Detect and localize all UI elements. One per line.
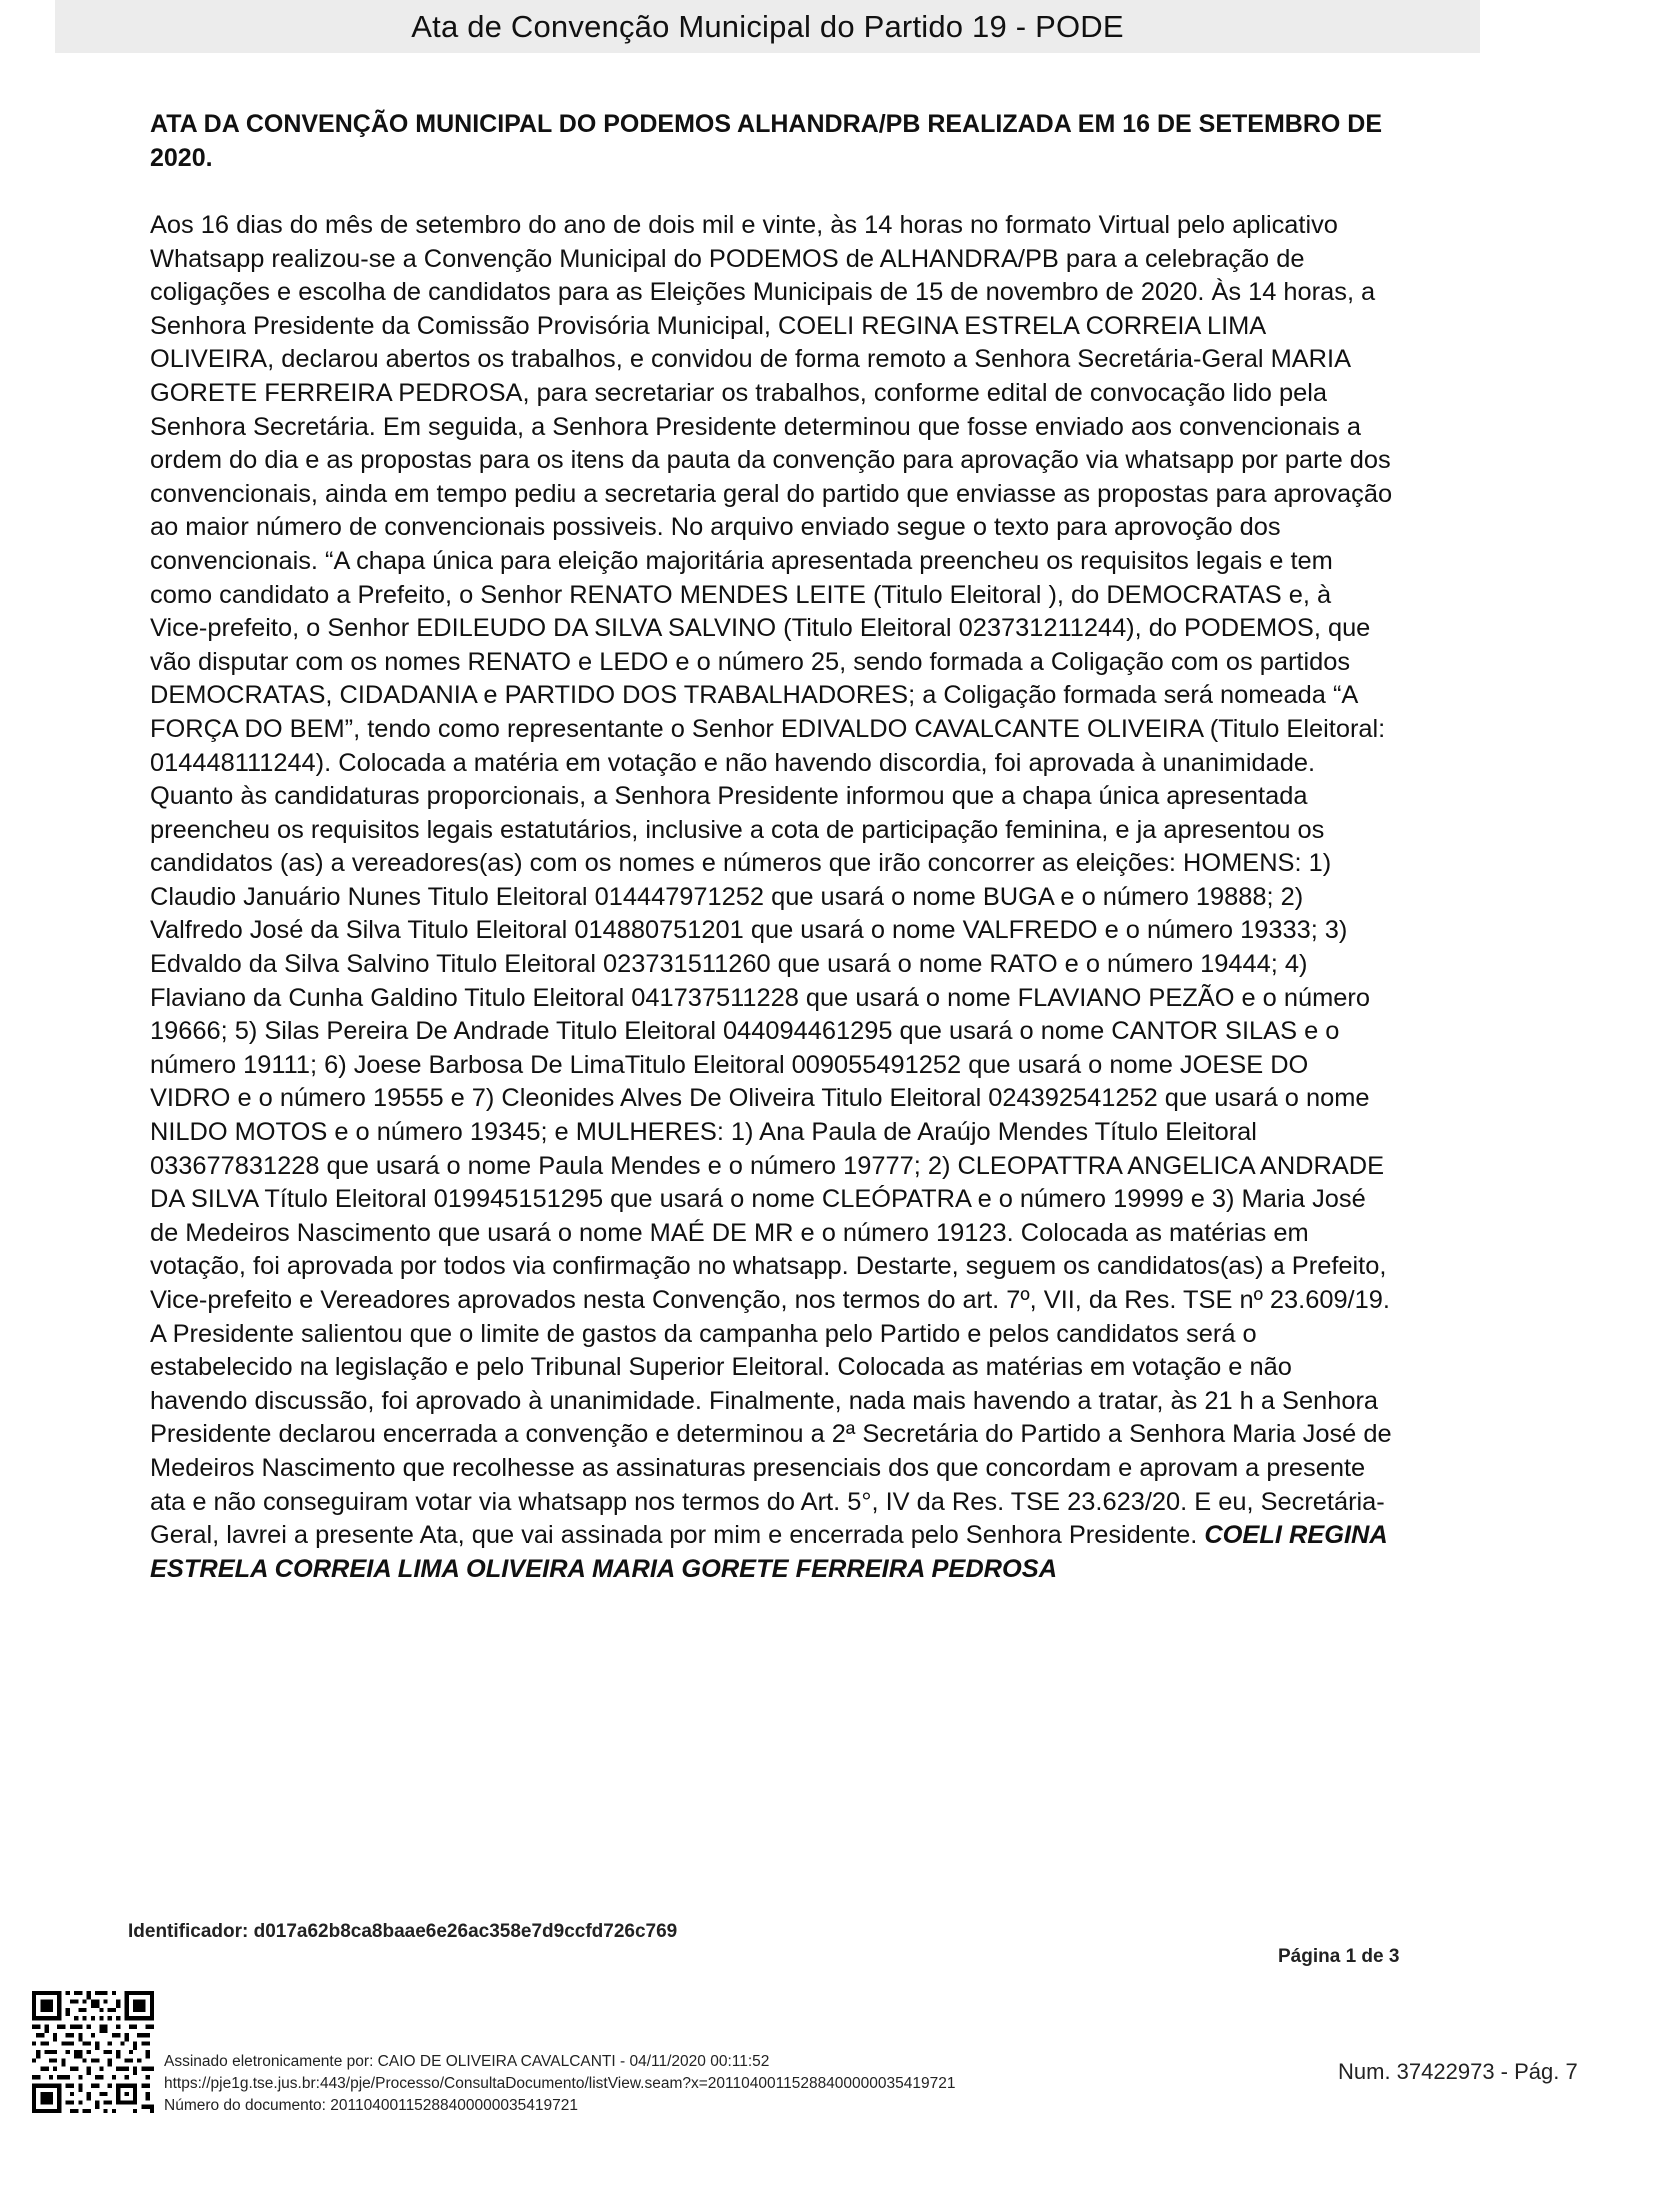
minutes-heading: ATA DA CONVENÇÃO MUNICIPAL DO PODEMOS ALHANDRA/PB REALIZADA EM 16 DE SETEMBRO DE 2020. xyxy=(150,110,1382,172)
minutes-body-text: Aos 16 dias do mês de setembro do ano de dois mil e vinte, às 14 horas no formato Virtual pelo aplicativo Whatsapp realizou-se a Convenção Municipal do PODEMOS de ALHANDRA/PB para a celebração de coligações e escolha de candidatos para as Eleições Municipais de 15 de novembro de 2020. Às 14 horas, a Senhora Presidente da Comissão Provisória Municipal, COELI REGINA ESTRELA CORREIA LIMA OLIVEIRA, declarou abertos os trabalhos, e convidou de forma remoto a Senhora Secretária-Geral MARIA GORETE FERREIRA PEDROSA, para secretariar os trabalhos, conforme edital de convocação lido pela Senhora Secretária. Em seguida, a Senhora Presidente determinou que fosse enviado aos convencionais a ordem do dia e as propostas para os itens da pauta da convenção para aprovação via whatsapp por parte dos convencionais, ainda em tempo pediu a secretaria geral do partido que enviasse as propostas para aprovação ao maior número de convencionais possiveis. No arquivo enviado segue o texto para aprovoção dos convencionais. “A chapa única para eleição majoritária apresentada preencheu os requisitos legais e tem como candidato a Prefeito, o Senhor RENATO MENDES LEITE (Titulo Eleitoral ), do DEMOCRATAS e, à Vice-prefeito, o Senhor EDILEUDO DA SILVA SALVINO (Titulo Eleitoral 023731211244), do PODEMOS, que vão disputar com os nomes RENATO e LEDO e o número 25, sendo formada a Coligação com os partidos DEMOCRATAS, CIDADANIA e PARTIDO DOS TRABALHADORES; a Coligação formada será nomeada “A FORÇA DO BEM”, tendo como representante o Senhor EDIVALDO CAVALCANTE OLIVEIRA (Titulo Eleitoral: 014448111244). Colocada a matéria em votação e não havendo discordia, foi aprovada à unanimidade. Quanto às candidaturas proporcionais, a Senhora Presidente informou que a chapa única apresentada preencheu os requisitos legais estatutários, inclusive a cota de participação feminina, e ja apresentou os candidatos (as) a vereadores(as) com os nomes e números que irão concorrer as eleições: HOMENS: 1) Claudio Januário Nunes Titulo Eleitoral 014447971252 que usará o nome BUGA e o número 19888; 2) Valfredo José da Silva Titulo Eleitoral 014880751201 que usará o nome VALFREDO e o número 19333; 3) Edvaldo da Silva Salvino Titulo Eleitoral 023731511260 que usará o nome RATO e o número 19444; 4) Flaviano da Cunha Galdino Titulo Eleitoral 041737511228 que usará o nome FLAVIANO PEZÃO e o número 19666; 5) Silas Pereira De Andrade Titulo Eleitoral 044094461295 que usará o nome CANTOR SILAS e o número 19111; 6) Joese Barbosa De LimaTitulo Eleitoral 009055491252 que usará o nome JOESE DO VIDRO e o número 19555 e 7) Cleonides Alves De Oliveira Titulo Eleitoral 024392541252 que usará o nome NILDO MOTOS e o número 19345; e MULHERES: 1) Ana Paula de Araújo Mendes Título Eleitoral 033677831228 que usará o nome Paula Mendes e o número 19777; 2) CLEOPATTRA ANGELICA ANDRADE DA SILVA Título Eleitoral 019945151295 que usará o nome CLEÓPATRA e o número 19999 e 3) Maria José de Medeiros Nascimento que usará o nome MAÉ DE MR e o número 19123. Colocada as matérias em votação, foi aprovada por todos via confirmação no whatsapp. Destarte, seguem os candidatos(as) a Prefeito, Vice-prefeito e Vereadores aprovados nesta Convenção, nos termos do art. 7º, VII, da Res. TSE nº 23.609/19. A Presidente salientou que o limite de gastos da campanha pelo Partido e pelos candidatos será o estabelecido na legislação e pelo Tribunal Superior Eleitoral. Colocada as matérias em votação e não havendo discussão, foi aprovado à unanimidade. Finalmente, nada mais havendo a tratar, às 21 h a Senhora Presidente declarou encerrada a convenção e determinou a 2ª Secretária do Partido a Senhora Maria José de Medeiros Nascimento que recolhesse as assinaturas presenciais dos que concordam e aprovam a presente ata e não conseguiram votar via whatsapp nos termos do Art. 5°, IV da Res. TSE 23.623/20. E eu, Secretária-Geral, lavrei a presente Ata, que vai assinada por mim e encerrada pelo Senhora Presidente. xyxy=(150,211,1393,1550)
document-header-bar xyxy=(55,0,1480,53)
document-header-title: Ata de Convenção Municipal do Partido 19 - PODE xyxy=(411,8,1124,44)
document-identifier: Identificador: d017a62b8ca8baae6e26ac358e7d9ccfd726c769 xyxy=(128,1921,678,1942)
minutes-body xyxy=(150,209,1395,1586)
document-url-line[interactable]: https://pje1g.tse.jus.br:443/pje/Processo/ConsultaDocumento/listView.seam?x=20110400115288400000035419721 xyxy=(164,2075,956,2092)
signed-by-line: Assinado eletronicamente por: CAIO DE OLIVEIRA CAVALCANTI - 04/11/2020 00:11:52 xyxy=(164,2053,770,2070)
document-number-line: Número do documento: 20110400115288400000035419721 xyxy=(164,2097,578,2114)
page-number: Num. 37422973 - Pág. 7 xyxy=(1338,2059,1578,2084)
minutes-signatories: COELI REGINA ESTRELA CORREIA LIMA OLIVEIRA MARIA GORETE FERREIRA PEDROSA xyxy=(150,1521,1387,1583)
qr-code-icon xyxy=(32,1991,154,2113)
page-of-indicator: Página 1 de 3 xyxy=(1278,1946,1400,1967)
electronic-signature-block xyxy=(164,2051,956,2117)
